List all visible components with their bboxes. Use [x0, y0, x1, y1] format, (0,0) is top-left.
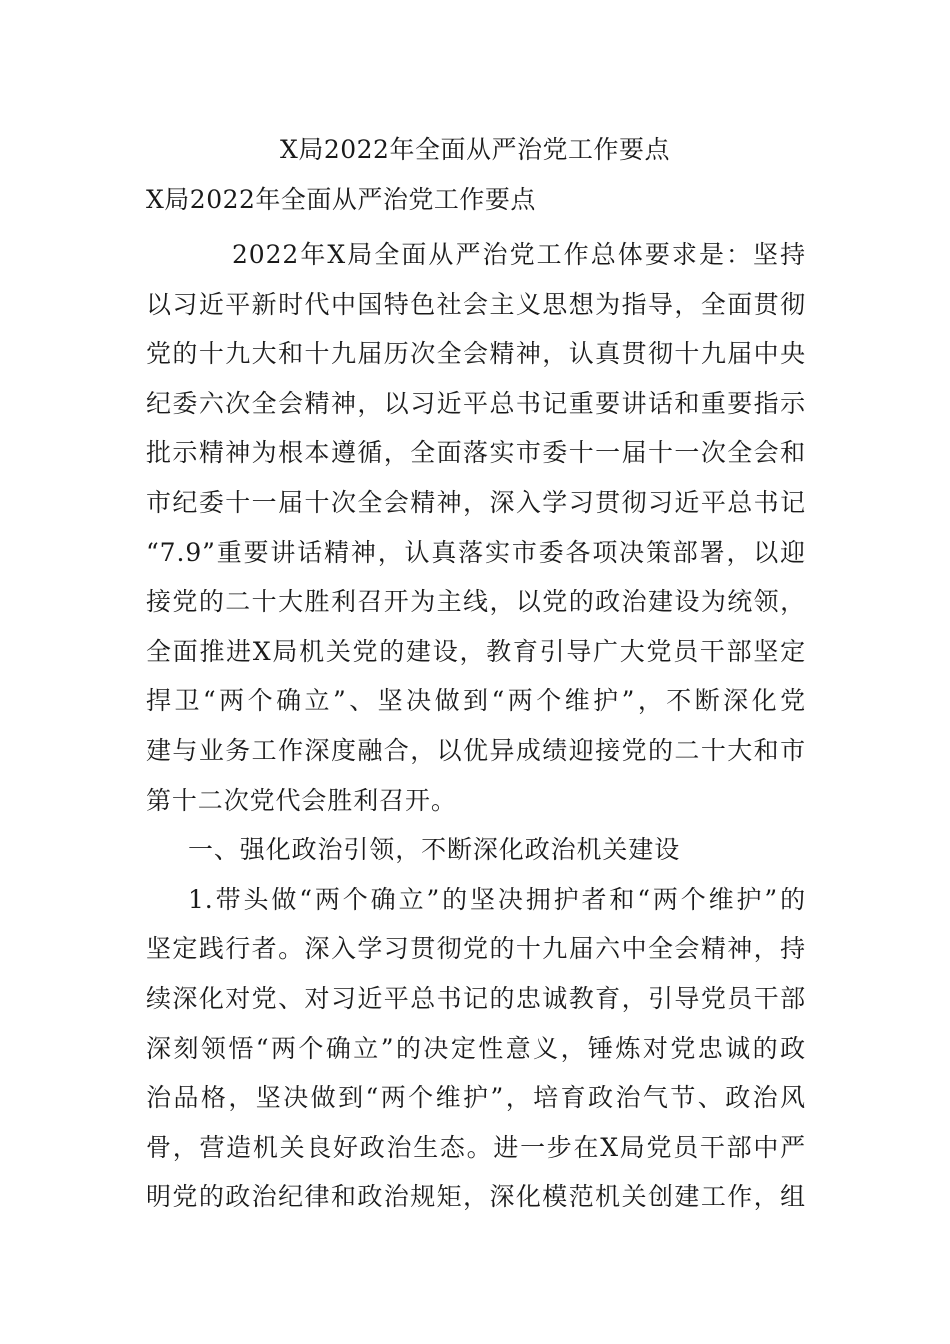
item-1-paragraph: [146, 875, 806, 1222]
paragraph-line: 以习近平新时代中国特色社会主义思想为指导，全面贯彻: [146, 289, 806, 319]
document-subtitle: X局2022年全面从严治党工作要点: [146, 185, 536, 214]
document-title: X局2022年全面从严治党工作要点: [280, 135, 670, 164]
paragraph-line: 第十二次党代会胜利召开。: [146, 785, 457, 815]
paragraph-line: 坚定践行者。深入学习贯彻党的十九届六中全会精神，持: [146, 934, 806, 964]
paragraph-line: “7.9”重要讲话精神，认真落实市委各项决策部署，以迎: [146, 537, 806, 567]
paragraph-line: 市纪委十一届十次全会精神，深入学习贯彻习近平总书记: [146, 487, 806, 517]
paragraph-line: 接党的二十大胜利召开为主线，以党的政治建设为统领，: [146, 587, 806, 617]
paragraph-line: 2022年X局全面从严治党工作总体要求是：坚持: [232, 240, 806, 269]
paragraph-line: 明党的政治纪律和政治规矩，深化模范机关创建工作，组: [146, 1182, 806, 1212]
paragraph-line: 续深化对党、对习近平总书记的忠诚教育，引导党员干部: [146, 983, 806, 1013]
paragraph-line: 1.带头做“两个确立”的坚决拥护者和“两个维护”的: [188, 884, 806, 914]
paragraph-line: 纪委六次全会精神，以习近平总书记重要讲话和重要指示: [146, 388, 806, 418]
paragraph-line: 深刻领悟“两个确立”的决定性意义，锤炼对党忠诚的政: [146, 1033, 806, 1063]
section-heading: [146, 825, 806, 875]
paragraph-line: 捍卫“两个确立”、坚决做到“两个维护”，不断深化党: [146, 686, 806, 716]
paragraph-line: 治品格，坚决做到“两个维护”，培育政治气节、政治风: [146, 1083, 806, 1113]
intro-paragraph: [146, 230, 806, 825]
paragraph-line: 党的十九大和十九届历次全会精神，认真贯彻十九届中央: [146, 339, 806, 369]
paragraph-line: 建与业务工作深度融合，以优异成绩迎接党的二十大和市: [146, 735, 806, 765]
paragraph-line: 骨，营造机关良好政治生态。进一步在X局党员干部中严: [146, 1132, 806, 1162]
paragraph-line: 全面推进X局机关党的建设，教育引导广大党员干部坚定: [146, 636, 806, 666]
document-body: [146, 230, 806, 1222]
section-1-heading: 一、强化政治引领，不断深化政治机关建设: [188, 835, 681, 865]
paragraph-line: 批示精神为根本遵循，全面落实市委十一届十一次全会和: [146, 438, 806, 468]
